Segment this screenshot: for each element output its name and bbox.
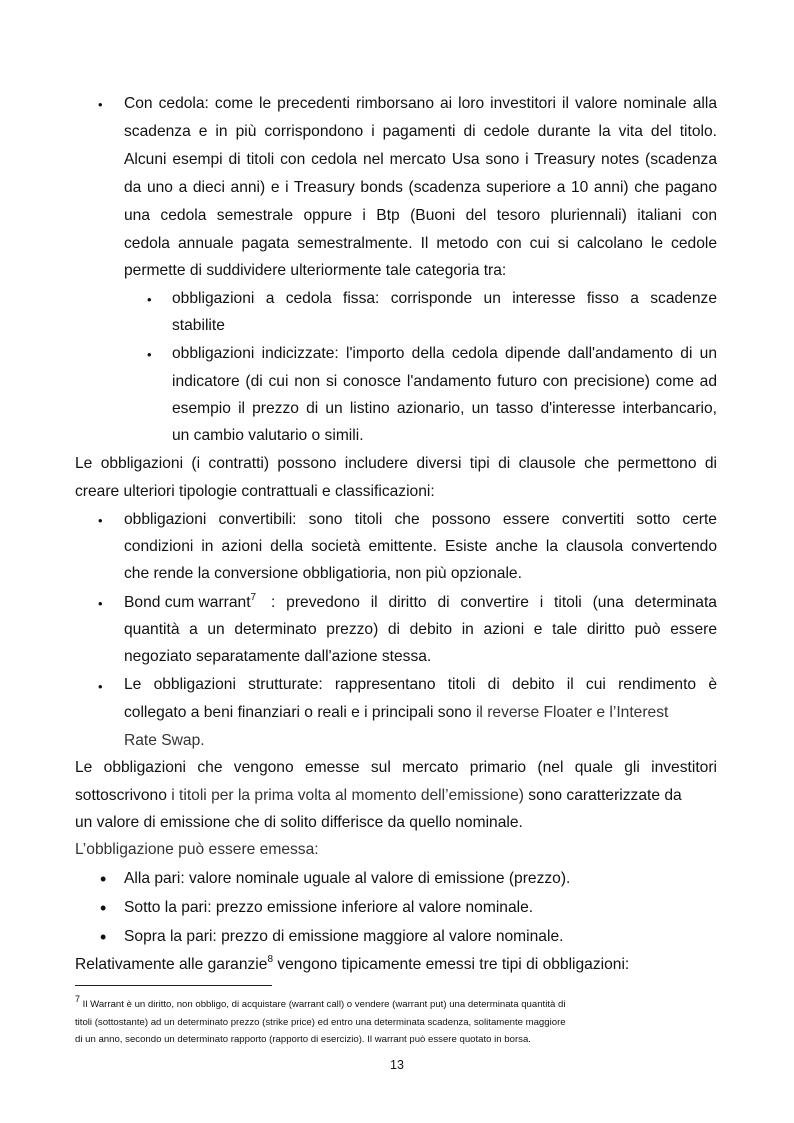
clause-line: quantità a un determinato prezzo) di debito in azioni e tale diritto può essere <box>124 621 717 638</box>
bullet-icon: • <box>147 292 152 307</box>
footnote-line: titoli (sottostante) ad un determinato prezzo (strike price) ed entro una determinata scadenza, solitamente maggiore <box>75 1017 566 1028</box>
guarantees-line <box>75 955 629 975</box>
bullet-icon: • <box>100 869 107 889</box>
footnote-line: di un anno, secondo un determinato rapporto (rapporto di esercizio). Il warrant può essere quotato in borsa. <box>75 1034 531 1045</box>
clause-line: : prevedono il diritto di convertire i titoli (una determinata <box>271 594 717 611</box>
coupon-line: una cedola semestrale oppure i Btp (Buoni del tesoro pluriennali) italiani con <box>124 207 717 224</box>
paragraph-text: sono caratterizzate da <box>523 787 682 804</box>
footnote-ref[interactable]: 7 <box>250 592 257 603</box>
clause-line <box>124 703 668 723</box>
paragraph-line: creare ulteriori tipologie contrattuali e classificazioni: <box>75 483 435 500</box>
bullet-icon: • <box>98 679 103 694</box>
bullet-icon: • <box>147 347 152 362</box>
coupon-line: Con cedola: come le precedenti rimborsano ai loro investitori il valore nominale alla <box>124 95 717 112</box>
clause-text: il reverse Floater e l’Interest <box>475 704 669 721</box>
footnote-mark: 7 <box>75 994 81 1004</box>
coupon-line: cedola annuale pagata semestralmente. Il metodo con cui si calcolano le cedole <box>124 235 717 252</box>
bullet-icon: • <box>100 898 107 918</box>
emission-item: Sotto la pari: prezzo emissione inferiore al valore nominale. <box>124 899 534 916</box>
emission-intro: L’obbligazione può essere emessa: <box>75 841 319 858</box>
footnote-ref[interactable]: 8 <box>267 954 273 965</box>
paragraph-line: Le obbligazioni (i contratti) possono includere diversi tipi di clausole che permettono di <box>75 455 717 472</box>
footnote-line <box>75 996 565 1014</box>
paragraph-line: Le obbligazioni che vengono emesse sul mercato primario (nel quale gli investitori <box>75 759 717 776</box>
bullet-icon: • <box>98 513 103 528</box>
sub-item-line: esempio il prezzo di un listino azionario, un tasso d'interesse interbancario, <box>172 400 717 417</box>
guarantees-text: vengono tipicamente emessi tre tipi di obbligazioni: <box>273 956 630 973</box>
clause-line: negoziato separatamente dall'azione stessa. <box>124 648 432 665</box>
footnote-divider <box>75 985 272 986</box>
bullet-icon: • <box>100 927 107 947</box>
clause-line: obbligazioni convertibili: sono titoli che possono essere convertiti sotto certe <box>124 511 717 528</box>
sub-item-line: stabilite <box>172 317 225 334</box>
page-number: 13 <box>390 1058 404 1072</box>
paragraph-text: i titoli per la prima volta al momento dell’emissione) <box>171 787 524 804</box>
coupon-line: permette di suddividere ulteriormente tale categoria tra: <box>124 262 507 279</box>
guarantees-text: Relativamente alle garanzie <box>75 956 268 973</box>
clause-line: condizioni in azioni della società emittente. Esiste anche la clausola convertendo <box>124 538 717 555</box>
coupon-line: Alcuni esempi di titoli con cedola nel mercato Usa sono i Treasury notes (scadenza <box>124 151 717 168</box>
footnote-text: Il Warrant è un diritto, non obbligo, di acquistare (warrant call) o vendere (warrant put) una determinata quantità di <box>80 999 566 1010</box>
sub-item-line: obbligazioni a cedola fissa: corrisponde un interesse fisso a scadenze <box>172 290 717 307</box>
emission-item: Alla pari: valore nominale uguale al valore di emissione (prezzo). <box>124 870 571 887</box>
paragraph-text: sottoscrivono <box>75 787 172 804</box>
clause-line <box>124 593 256 613</box>
sub-item-line: un cambio valutario o simili. <box>172 427 364 444</box>
coupon-line: da uno a dieci anni) e i Treasury bonds (scadenza superiore a 10 anni) che pagano <box>124 179 717 196</box>
clause-line: che rende la conversione obbligatioria, non più opzionale. <box>124 565 522 582</box>
clause-text: collegato a beni finanziari o reali e i principali sono <box>124 704 476 721</box>
sub-item-line: obbligazioni indicizzate: l'importo della cedola dipende dall'andamento di un <box>172 345 717 362</box>
clause-line: Rate Swap. <box>124 732 205 749</box>
emission-item: Sopra la pari: prezzo di emissione maggiore al valore nominale. <box>124 928 564 945</box>
bullet-icon: • <box>98 596 103 611</box>
sub-item-line: indicatore (di cui non si conosce l'andamento futuro con precisione) come ad <box>172 373 717 390</box>
paragraph-line: un valore di emissione che di solito differisce da quello nominale. <box>75 814 523 831</box>
clause-term: Bond cum warrant <box>124 594 251 611</box>
paragraph-line <box>75 786 682 806</box>
coupon-line: scadenza e in più corrispondono i pagamenti di cedole durante la vita del titolo. <box>124 123 717 140</box>
bullet-icon: • <box>98 97 103 112</box>
clause-line: Le obbligazioni strutturate: rappresentano titoli di debito il cui rendimento è <box>124 676 717 693</box>
